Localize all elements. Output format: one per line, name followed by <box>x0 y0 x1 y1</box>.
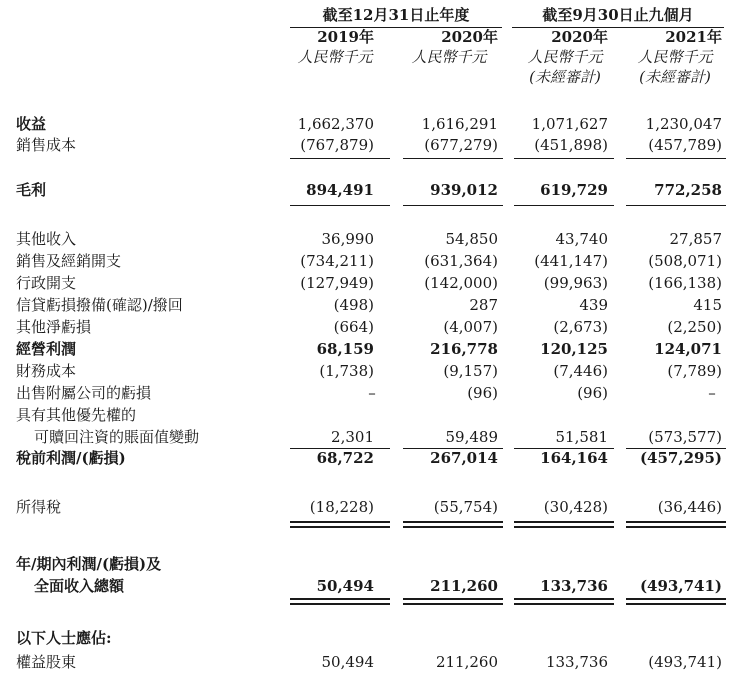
table-row-redeemable-capital-change <box>0 427 741 447</box>
header-nine-months: 截至9月30日止九個月 <box>542 6 694 24</box>
row-label: 銷售及經銷開支 <box>16 252 122 270</box>
cell-2021-9m: (7,789) <box>667 362 722 380</box>
cell-2020: 211,260 <box>430 577 498 595</box>
row-label: 全面收入總額 <box>34 577 125 595</box>
cell-2020-9m: 120,125 <box>540 340 608 358</box>
total-double-rule-a0 <box>290 598 390 600</box>
row-label: 行政開支 <box>16 274 77 292</box>
table-row-other-net-loss <box>0 317 741 337</box>
row-label: 權益股東 <box>16 653 77 671</box>
table-row-profit-before-tax <box>0 448 741 468</box>
cell-2019: (498) <box>333 296 374 314</box>
cell-2020-9m: (2,673) <box>553 318 608 336</box>
cell-2021-9m: – <box>708 384 716 402</box>
cell-2019: – <box>368 384 376 402</box>
table-row-revenue <box>0 114 741 134</box>
cell-2019: 2,301 <box>331 428 374 446</box>
cell-2020-9m: 133,736 <box>540 577 608 595</box>
cell-2021-9m: 772,258 <box>654 181 722 199</box>
cell-2019: (18,228) <box>309 498 374 516</box>
cell-2019: (127,949) <box>300 274 374 292</box>
table-row-equity-shareholders <box>0 652 741 672</box>
subtotal-rule-3 <box>626 158 726 159</box>
total-double-rule-a3 <box>626 598 726 600</box>
table-row-redeemable-capital-heading <box>0 405 741 425</box>
cell-2019: (767,879) <box>300 136 374 154</box>
table-row-attributable-heading <box>0 628 741 648</box>
tax-double-rule-b0 <box>290 526 390 528</box>
cell-2020: 216,778 <box>430 340 498 358</box>
table-row-total-comprehensive-income <box>0 576 741 596</box>
cell-2021-9m: (493,741) <box>648 653 722 671</box>
header-unit-2020: 人民幣千元 <box>411 48 487 66</box>
cell-2021-9m: (457,295) <box>639 449 722 467</box>
row-label: 信貸虧損撥備(確認)/撥回 <box>16 296 183 314</box>
total-double-rule-a2 <box>514 598 614 600</box>
header-year-2019: 2019年 <box>317 28 374 46</box>
header-unaudited-2021: (未經審計) <box>639 68 711 86</box>
header-period-2020: 2020年 <box>551 28 608 46</box>
cell-2019: 36,990 <box>321 230 374 248</box>
cell-2019: (664) <box>333 318 374 336</box>
header-unit-2020-period: 人民幣千元 <box>527 48 603 66</box>
table-row-credit-loss <box>0 295 741 315</box>
cell-2020-9m: (451,898) <box>534 136 608 154</box>
tax-double-rule-b3 <box>626 526 726 528</box>
cell-2019: (734,211) <box>300 252 374 270</box>
cell-2021-9m: 1,230,047 <box>645 115 722 133</box>
cell-2019: 894,491 <box>306 181 374 199</box>
row-label: 銷售成本 <box>16 136 77 154</box>
tax-double-rule-a1 <box>403 521 503 523</box>
cell-2020-9m: (7,446) <box>553 362 608 380</box>
header-unaudited-2020: (未經審計) <box>529 68 601 86</box>
cell-2021-9m: 124,071 <box>654 340 722 358</box>
cell-2020: 939,012 <box>430 181 498 199</box>
cell-2020-9m: 51,581 <box>555 428 608 446</box>
row-label: 稅前利潤/(虧損) <box>16 449 126 467</box>
table-row-profit-period-heading <box>0 554 741 574</box>
row-label: 具有其他優先權的 <box>16 406 137 424</box>
cell-2019: (1,738) <box>319 362 374 380</box>
subtotal-rule-2 <box>514 158 614 159</box>
row-label: 所得稅 <box>16 498 62 516</box>
cell-2021-9m: (573,577) <box>648 428 722 446</box>
header-year-2020: 2020年 <box>441 28 498 46</box>
cell-2020: (677,279) <box>424 136 498 154</box>
cell-2020-9m: 164,164 <box>540 449 608 467</box>
table-row-gross-profit <box>0 180 741 200</box>
cell-2019: 68,722 <box>316 449 374 467</box>
cell-2020: (4,007) <box>443 318 498 336</box>
gross-profit-rule-0 <box>290 205 390 206</box>
row-label: 財務成本 <box>16 362 77 380</box>
cell-2021-9m: (2,250) <box>667 318 722 336</box>
table-row-other-income <box>0 229 741 249</box>
row-label: 以下人士應佔: <box>16 629 112 647</box>
cell-2019: 50,494 <box>316 577 374 595</box>
cell-2020-9m: 439 <box>579 296 608 314</box>
cell-2020: (631,364) <box>424 252 498 270</box>
table-row-finance-costs <box>0 361 741 381</box>
total-double-rule-a1 <box>403 598 503 600</box>
cell-2021-9m: (508,071) <box>648 252 722 270</box>
row-label: 收益 <box>16 115 47 133</box>
row-label: 其他淨虧損 <box>16 318 92 336</box>
subtotal-rule-0 <box>290 158 390 159</box>
cell-2020: 287 <box>469 296 498 314</box>
row-label: 年/期內利潤/(虧損)及 <box>16 555 162 573</box>
header-unit-2019: 人民幣千元 <box>297 48 373 66</box>
cell-2021-9m: (457,789) <box>648 136 722 154</box>
cell-2020: 211,260 <box>435 653 498 671</box>
cell-2020: (142,000) <box>424 274 498 292</box>
cell-2020: 54,850 <box>445 230 498 248</box>
cell-2020: (9,157) <box>443 362 498 380</box>
gross-profit-rule-2 <box>514 205 614 206</box>
gross-profit-rule-3 <box>626 205 726 206</box>
cell-2019: 68,159 <box>316 340 374 358</box>
row-label: 出售附屬公司的虧損 <box>16 384 152 402</box>
table-row-admin-expenses <box>0 273 741 293</box>
cell-2020-9m: (99,963) <box>543 274 608 292</box>
total-double-rule-b3 <box>626 603 726 605</box>
cell-2020: (96) <box>467 384 498 402</box>
tax-double-rule-b1 <box>403 526 503 528</box>
cell-2020-9m: 619,729 <box>540 181 608 199</box>
table-row-selling-expenses <box>0 251 741 271</box>
tax-double-rule-b2 <box>514 526 614 528</box>
header-unit-2021-period: 人民幣千元 <box>637 48 713 66</box>
cell-2021-9m: (493,741) <box>639 577 722 595</box>
row-label: 可贖回注資的賬面值變動 <box>34 428 200 446</box>
cell-2020: 1,616,291 <box>421 115 498 133</box>
total-double-rule-b1 <box>403 603 503 605</box>
table-row-operating-profit <box>0 339 741 359</box>
table-row-income-tax <box>0 497 741 517</box>
cell-2021-9m: 415 <box>693 296 722 314</box>
cell-2020: 267,014 <box>430 449 498 467</box>
tax-double-rule-a2 <box>514 521 614 523</box>
total-double-rule-b2 <box>514 603 614 605</box>
row-label: 毛利 <box>16 181 47 199</box>
subtotal-rule-1 <box>403 158 503 159</box>
header-period-2021: 2021年 <box>665 28 722 46</box>
tax-double-rule-a0 <box>290 521 390 523</box>
cell-2020-9m: (96) <box>577 384 608 402</box>
cell-2021-9m: (166,138) <box>648 274 722 292</box>
cell-2020-9m: 133,736 <box>545 653 608 671</box>
gross-profit-rule-1 <box>403 205 503 206</box>
table-row-disposal-loss <box>0 383 741 403</box>
cell-2021-9m: 27,857 <box>669 230 722 248</box>
tax-double-rule-a3 <box>626 521 726 523</box>
header-year-ended: 截至12月31日止年度 <box>322 6 470 24</box>
cell-2020-9m: (30,428) <box>543 498 608 516</box>
row-label: 經營利潤 <box>16 340 77 358</box>
cell-2020: 59,489 <box>445 428 498 446</box>
cell-2019: 50,494 <box>321 653 374 671</box>
cell-2020-9m: 43,740 <box>555 230 608 248</box>
cell-2020-9m: (441,147) <box>534 252 608 270</box>
cell-2021-9m: (36,446) <box>657 498 722 516</box>
row-label: 其他收入 <box>16 230 77 248</box>
cell-2020: (55,754) <box>433 498 498 516</box>
cell-2019: 1,662,370 <box>297 115 374 133</box>
cell-2020-9m: 1,071,627 <box>531 115 608 133</box>
total-double-rule-b0 <box>290 603 390 605</box>
table-row-cost-of-sales <box>0 135 741 155</box>
